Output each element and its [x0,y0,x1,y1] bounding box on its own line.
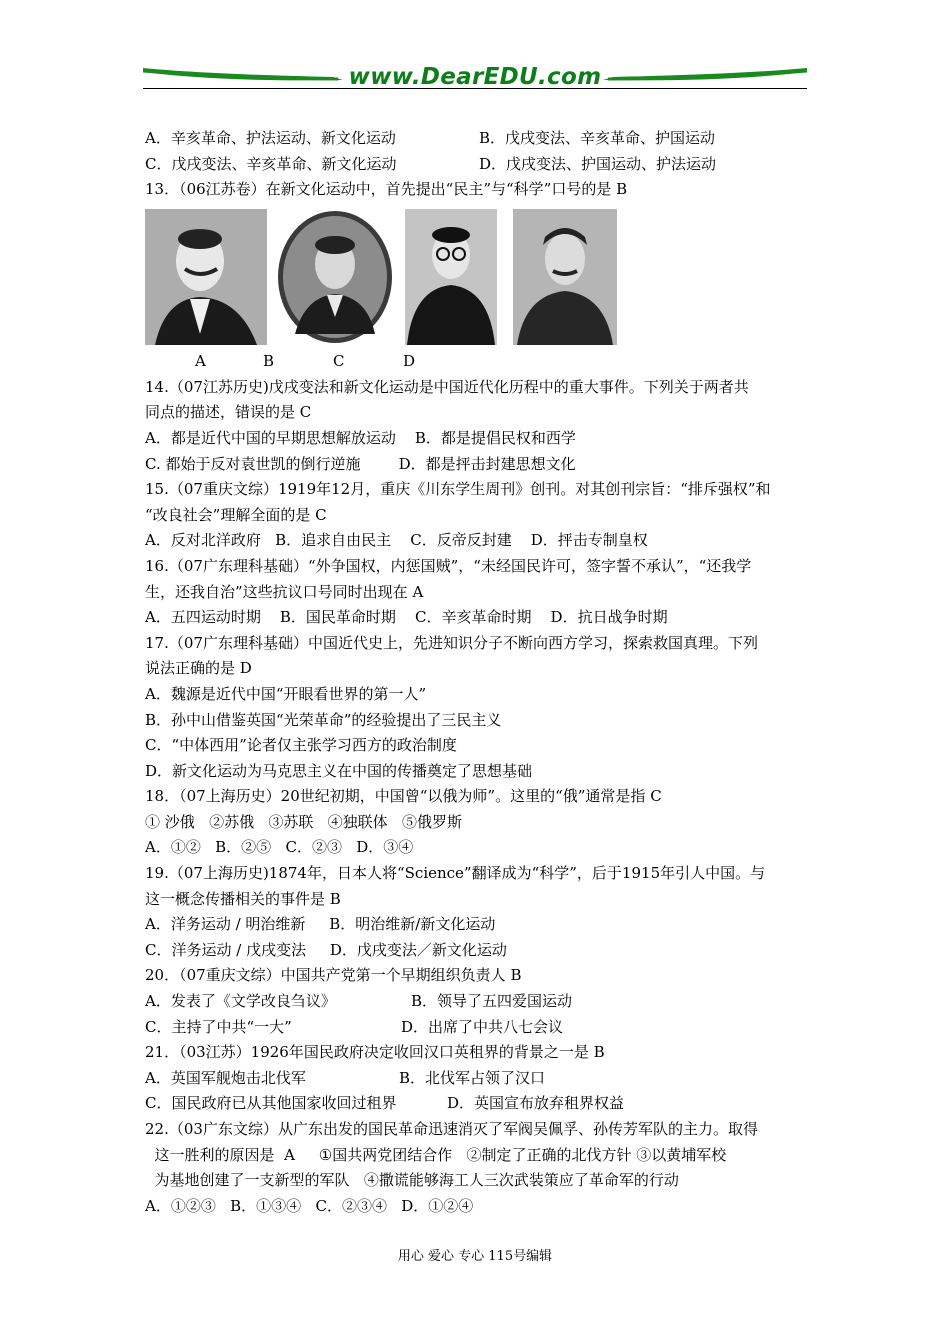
q21-option-c: C．国民政府已从其他国家收回过租界 [145,1094,397,1113]
q13-stem: 13．（06江苏卷）在新文化运动中，首先提出“民主”与“科学”口号的是 B [145,180,628,199]
header-divider [143,88,807,89]
q20-option-d: D．出席了中共八七会议 [401,1017,564,1036]
q22-options: A．①②③ B．①③④ C．②③④ D．①②④ [145,1196,474,1215]
q22-stem-line1: 22.（03广东文综）从广东出发的国民革命迅速消灭了军阀吴佩孚、孙传芳军队的主力。取得 [145,1120,758,1138]
q19-options-ab: A．洋务运动 / 明治维新 B．明治维新/新文化运动 [145,915,496,934]
q17-stem-line2: 说法正确的是 D [145,659,252,678]
q17-option-b: B．孙中山借鉴英国“光荣革命”的经验提出了三民主义 [145,710,502,729]
q14-stem-line2: 同点的描述，错误的是 C [145,403,312,422]
portrait-d-image [513,209,617,345]
q19-options-cd: C．洋务运动 / 戊戌变法 D．戊戌变法／新文化运动 [145,940,507,959]
q18-stem: 18．（07上海历史）20世纪初期，中国曾“以俄为师”。这里的“俄”通常是指 C [145,787,662,806]
q20-option-a: A．发表了《文学改良刍议》 [145,992,336,1011]
q19-stem-line2: 这一概念传播相关的事件是 B [145,889,341,908]
portrait-c-image [405,209,497,345]
portrait-label-a: A [195,351,206,370]
q12-option-d: D．戊戌变法、护国运动、护法运动 [479,154,717,173]
q20-option-b: B．领导了五四爱国运动 [411,992,573,1011]
q15-stem-line2: “改良社会”理解全面的是 C [145,505,327,524]
q20-option-c: C．主持了中共“一大” [145,1017,292,1036]
q14-stem-line1: 14.（07江苏历史)戊戌变法和新文化运动是中国近代化历程中的重大事件。下列关于两者共 [145,377,749,396]
q21-option-b: B．北伐军占领了汉口 [399,1068,546,1087]
q22-stem-line3: 为基地创建了一支新型的军队 ④撒谎能够海工人三次武装策应了革命军的行动 [145,1171,679,1190]
q13-portrait-row [145,209,809,349]
q20-stem: 20．（07重庆文综）中国共产党第一个早期组织负责人 B [145,966,522,985]
q14-options-ab: A．都是近代中国的早期思想解放运动 B．都是提倡民权和西学 [145,428,576,447]
document-body [145,126,809,1219]
portrait-label-b: B [263,351,275,370]
q16-stem-line2: 生，还我自治”这些抗议口号同时出现在 A [145,582,424,601]
q22-stem-line2: 这一胜利的原因是 A ①国共两党团结合作 ②制定了正确的北伐方针 ③以黄埔军校 [145,1145,727,1164]
q13-option-labels [145,349,809,375]
q12-option-a: A．辛亥革命、护法运动、新文化运动 [145,129,396,147]
page-footer: 用心 爱心 专心 115号编辑 [397,1249,553,1264]
q12-options-row1 [145,126,809,152]
q21-option-d: D．英国宣布放弃租界权益 [447,1094,625,1113]
q12-option-c: C．戊戌变法、辛亥革命、新文化运动 [145,154,397,173]
q20-options-row1 [145,989,809,1015]
portrait-b-image [275,209,395,345]
site-logo-text: www.DearEDU.com [348,64,602,90]
portrait-label-d: D [403,351,416,370]
q17-option-c: C．“中体西用”论者仅主张学习西方的政治制度 [145,736,457,755]
q21-stem: 21．（03江苏）1926年国民政府决定收回汉口英租界的背景之一是 B [145,1043,605,1062]
q21-option-a: A．英国军舰炮击北伐军 [145,1068,306,1087]
q21-options-row1 [145,1066,809,1092]
q12-option-b: B．戊戌变法、辛亥革命、护国运动 [479,129,716,147]
q19-stem-line1: 19.（07上海历史)1874年，日本人将“Science”翻译成为“科学”，后于1915年引人中国。与 [145,864,766,883]
q17-stem-line1: 17.（07广东理科基础）中国近代史上，先进知识分子不断向西方学习，探索救国真理。下列 [145,633,758,652]
q14-options-cd: C. 都始于反对袁世凯的倒行逆施 D．都是抨击封建思想文化 [145,454,576,473]
q17-option-a: A．魏源是近代中国“开眼看世界的第一人” [145,684,427,703]
q18-options: A．①② B．②⑤ C．②③ D．③④ [145,838,414,857]
q20-options-row2 [145,1015,809,1041]
q15-options: A．反对北洋政府 B．追求自由民主 C．反帝反封建 D．抨击专制皇权 [145,531,648,550]
q21-options-row2 [145,1091,809,1117]
portrait-a-image [145,209,267,345]
q16-stem-line1: 16.（07广东理科基础）“外争国权，内惩国贼”，“未经国民许可，签字誓不承认”，“还我学 [145,556,752,575]
q18-items: ① 沙俄 ②苏俄 ③苏联 ④独联体 ⑤俄罗斯 [145,812,462,831]
q17-option-d: D．新文化运动为马克思主义在中国的传播奠定了思想基础 [145,761,533,780]
q15-stem-line1: 15.（07重庆文综）1919年12月，重庆《川东学生周刊》创刊。对其创刊宗旨：“排斥强权”和 [145,480,771,499]
q12-options-row2 [145,152,809,178]
portrait-label-c: C [333,351,345,370]
q16-options: A．五四运动时期 B．国民革命时期 C．辛亥革命时期 D．抗日战争时期 [145,608,668,627]
